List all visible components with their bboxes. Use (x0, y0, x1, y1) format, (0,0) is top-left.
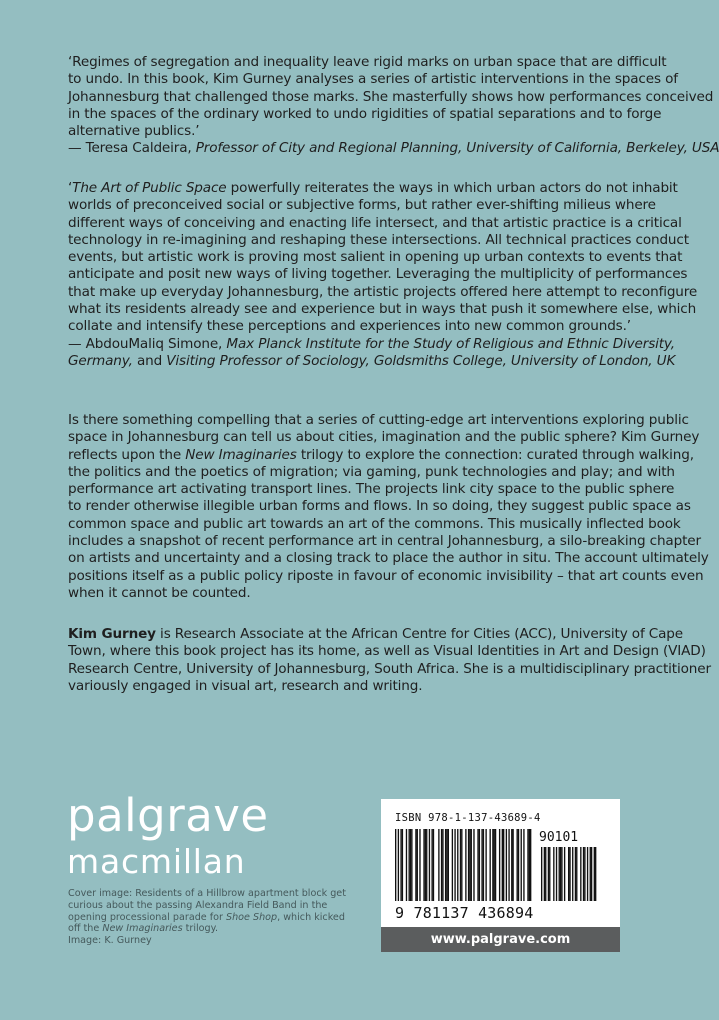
barcode-bar (423, 829, 424, 901)
addon-bar (560, 847, 561, 901)
addon-bar (575, 847, 576, 901)
barcode-bar (483, 829, 484, 901)
barcode-bar (409, 829, 410, 901)
addon-bar (584, 847, 585, 901)
caption-title: New Imaginaries (102, 923, 183, 935)
barcode-bar (523, 829, 524, 901)
barcode-bar (499, 829, 500, 901)
quote-line: different ways of conceiving and enacting life intersect, and that artistic practice is a critical (68, 214, 682, 231)
cover-image-caption (68, 888, 348, 947)
author-name: Kim Gurney (68, 626, 156, 642)
bio-line: Research Centre, University of Johannesburg, South Africa. She is a multidisciplinary practitioner (68, 660, 711, 677)
barcode-bar (512, 829, 513, 901)
caption-line: Image: K. Gurney (68, 935, 152, 947)
quote-line: that make up everyday Johannesburg, the artistic projects offered here attempt to reconfigure (68, 283, 698, 300)
barcode-bar (441, 829, 442, 901)
quote-line: in the spaces of the ordinary worked to undo rigidities of spatial separations and to forge (68, 105, 662, 122)
barcode-bar (452, 829, 453, 901)
website-url: www.palgrave.com (381, 927, 620, 952)
barcode-bar (419, 829, 420, 901)
barcode-bar (400, 829, 401, 901)
open-quote-mark: ‘ (68, 180, 73, 196)
barcode-bar (471, 829, 472, 901)
addon-bar (556, 847, 557, 901)
barcode-bar (502, 829, 503, 901)
barcode-bar (442, 829, 443, 901)
barcode-bar (411, 829, 412, 901)
barcode-bar (490, 829, 491, 901)
barcode-bar (460, 829, 461, 901)
barcode-bar (473, 829, 474, 901)
bio-line: Town, where this book project has its home, as well as Visual Identities in Art and Design (VIAD) (68, 643, 706, 660)
description-line: Is there something compelling that a series of cutting-edge art interventions exploring public (68, 412, 689, 428)
barcode-bar (445, 829, 446, 901)
addon-bar (594, 847, 595, 901)
addon-bar (590, 847, 591, 901)
quote-line: collate and intensify these perceptions and experiences into new common grounds.’ (68, 318, 631, 335)
quote-line: to undo. In this book, Kim Gurney analyses a series of artistic interventions in the spaces of (68, 71, 678, 88)
barcode-bar (438, 829, 439, 901)
barcode-bar (448, 829, 449, 901)
barcode-bar (395, 829, 396, 901)
quote-attribution (68, 140, 719, 157)
barcode-bar (477, 829, 478, 901)
description-line: common space and public art towards an art of the commons. This musically inflected book (68, 515, 681, 532)
addon-bar (564, 847, 565, 901)
caption-text: opening processional parade for (68, 911, 226, 923)
attribution-name: — AbdouMaliq Simone, (68, 335, 227, 352)
publisher-logo (67, 790, 269, 882)
description-text: reflects upon the (68, 446, 186, 463)
addon-bar (583, 847, 584, 901)
description-line: the politics and the poetics of migration; via gaming, punk technologies and play; and with (68, 463, 675, 480)
addon-bar (549, 847, 550, 901)
addon-bar (569, 847, 570, 901)
endorsement-quote-caldeira (68, 54, 719, 158)
attribution-title: Max Planck Institute for the Study of Religious and Ethnic Diversity, (226, 335, 675, 352)
addon-bar (591, 847, 592, 901)
addon-bar (544, 847, 545, 901)
barcode-bar (506, 829, 507, 901)
barcode-bar (417, 829, 418, 901)
barcode-bar (446, 829, 447, 901)
barcode-bar (511, 829, 512, 901)
quote-line: ‘Regimes of segregation and inequality leave rigid marks on urban space that are difficult (68, 54, 667, 70)
addon-bar (595, 847, 596, 901)
barcode-bar (457, 829, 458, 901)
ean-digits: 9 781137 436894 (395, 904, 534, 922)
quote-line: anticipate and posit new ways of living together. Leveraging the multiplicity of performances (68, 266, 688, 283)
barcode-bar (398, 829, 399, 901)
barcode-bar (479, 829, 480, 901)
barcode-bar (495, 829, 496, 901)
book-description (68, 412, 709, 602)
trilogy-title: New Imaginaries (185, 446, 297, 463)
barcode-bar (527, 829, 528, 901)
attribution-name: — Teresa Caldeira, (68, 140, 196, 157)
barcode-bar (465, 829, 466, 901)
quote-line: Johannesburg that challenged those marks. She masterfully shows how performances conceived (68, 88, 714, 105)
barcode-bar (415, 829, 416, 901)
price-addon-digits: 90101 (539, 830, 579, 845)
caption-text: off the (68, 923, 103, 935)
barcode-bar (406, 829, 407, 901)
caption-title: Shoe Shop (225, 911, 278, 923)
addon-bar (548, 847, 549, 901)
addon-bar (576, 847, 577, 901)
barcode-bar (494, 829, 495, 901)
description-line: on artists and uncertainty and a closing track to place the author in situ. The account ultimately (68, 550, 709, 567)
description-line: space in Johannesburg can tell us about cities, imagination and the public sphere? Kim Gurney (68, 429, 700, 446)
bio-line: variously engaged in visual art, research and writing. (68, 677, 423, 694)
addon-bar (541, 847, 542, 901)
quote-line: what its residents already see and experience but in ways that push it somewhere else, which (68, 301, 697, 318)
barcode-bar (481, 829, 482, 901)
bio-line (68, 626, 683, 643)
description-line: performance art activating transport lines. The projects link city space to the public sphere (68, 481, 675, 498)
barcode-bar (410, 829, 411, 901)
barcode-bar (529, 829, 530, 901)
attribution-and: and (132, 352, 167, 369)
logo-macmillan: macmillan (67, 842, 246, 881)
caption-line (68, 912, 348, 924)
barcode-bar (429, 829, 430, 901)
addon-bar (559, 847, 560, 901)
barcode-bar (485, 829, 486, 901)
description-line: to render otherwise illegible urban forms and flows. In so doing, they suggest public space as (68, 498, 691, 515)
barcode-bar (517, 829, 518, 901)
barcode-bar (461, 829, 462, 901)
barcode-bar (431, 829, 432, 901)
logo-palgrave: palgrave (67, 789, 269, 842)
quote-text: powerfully reiterates the ways in which urban actors do not inhabit (226, 180, 678, 196)
addon-bar (587, 847, 588, 901)
barcode-bar (518, 829, 519, 901)
barcode-bar (503, 829, 504, 901)
barcode-bar (402, 829, 403, 901)
bio-text: is Research Associate at the African Centre for Cities (ACC), University of Cape (155, 626, 683, 642)
description-line: when it cannot be counted. (68, 584, 251, 601)
description-line: positions itself as a public policy riposte in favour of economic invisibility – that art counts even (68, 567, 704, 584)
barcode-bar (469, 829, 470, 901)
description-line (68, 446, 694, 464)
caption-line: curious about the passing Alexandra Field Band in the (68, 899, 328, 911)
endorsement-quote-simone (68, 180, 698, 370)
caption-line: Cover image: Residents of a Hillbrow apartment block get (68, 888, 346, 899)
addon-bar (572, 847, 573, 901)
book-title: The Art of Public Space (72, 180, 227, 196)
quote-line: events, but artistic work is proving most salient in opening up urban contexts to events that (68, 249, 683, 266)
quote-line (68, 180, 678, 197)
quote-line: technology in re-imagining and reshaping these intersections. All technical practices conduct (68, 231, 689, 248)
isbn-label: ISBN 978-1-137-43689-4 (395, 812, 541, 824)
barcode-bar (454, 829, 455, 901)
quote-line: worlds of preconceived social or subjective forms, but rather ever-shifting milieus where (68, 197, 656, 214)
barcode-bar (492, 829, 493, 901)
quote-attribution (68, 335, 675, 353)
attribution-title: Germany, (68, 352, 133, 369)
attribution-title: Visiting Professor of Sociology, Goldsmiths College, University of London, UK (166, 352, 676, 369)
addon-bar (545, 847, 546, 901)
author-bio (68, 626, 711, 695)
caption-line (68, 923, 348, 935)
caption-text: , which kicked (277, 911, 345, 923)
addon-bar (580, 847, 581, 901)
addon-bar (553, 847, 554, 901)
addon-bar (561, 847, 562, 901)
barcode-bar (508, 829, 509, 901)
barcode-bar (426, 829, 427, 901)
description-line: includes a snapshot of recent performance art in central Johannesburg, a silo-breaking chapter (68, 533, 701, 550)
attribution-title: Professor of City and Regional Planning, University of California, Berkeley, USA (195, 140, 719, 157)
barcode-bar (530, 829, 531, 901)
quote-attribution-cont (68, 352, 676, 370)
barcode-bar (468, 829, 469, 901)
quote-line: alternative publics.’ (68, 123, 200, 140)
barcode-bar (521, 829, 522, 901)
barcode-bar (433, 829, 434, 901)
barcode-bar (425, 829, 426, 901)
caption-text: trilogy. (182, 923, 218, 935)
description-text: trilogy to explore the connection: curated through walking, (296, 446, 694, 463)
addon-bar (568, 847, 569, 901)
